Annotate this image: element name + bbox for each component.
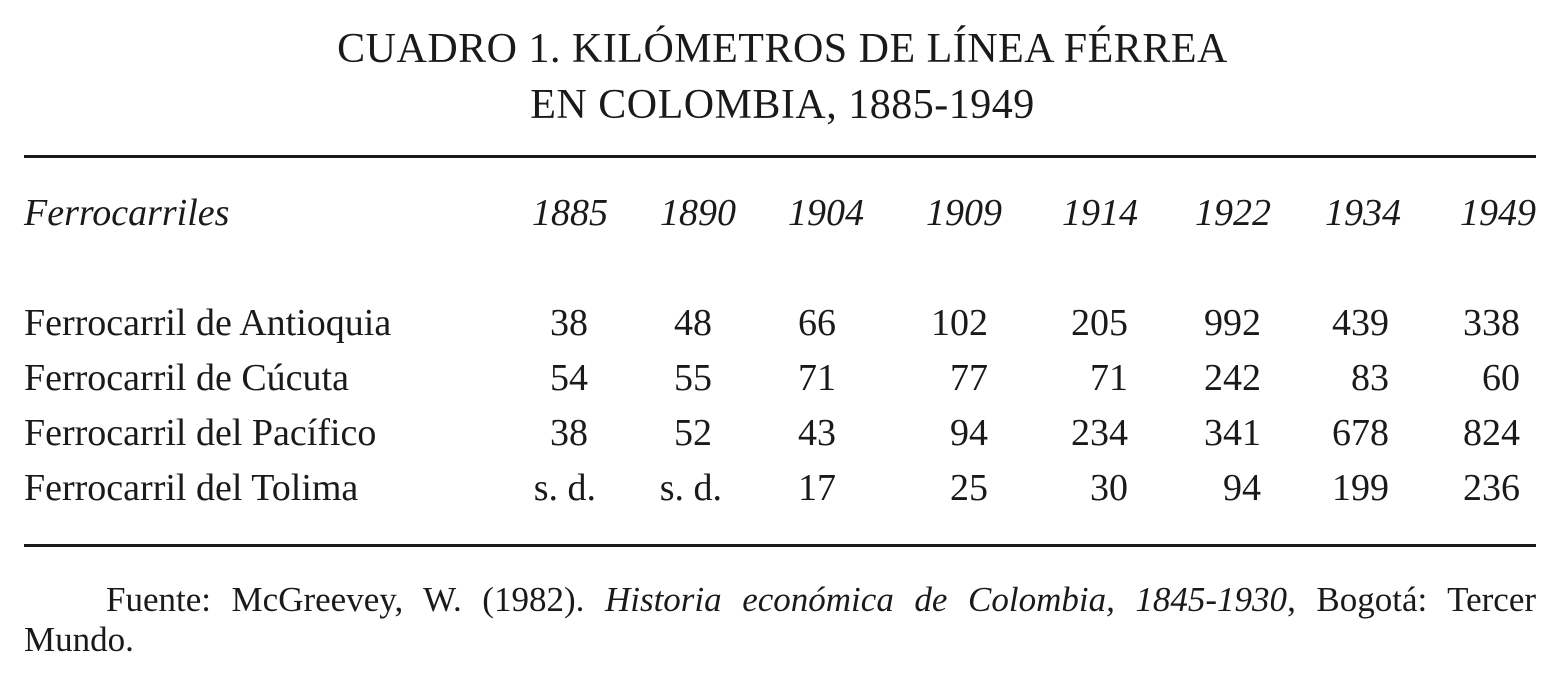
source-work-title: Historia económica de Colombia, 1845-1930 xyxy=(604,580,1288,619)
source-note xyxy=(24,580,1536,660)
km-value: 338 xyxy=(1463,302,1520,344)
km-value: 83 xyxy=(1351,357,1389,399)
source-suffix: , Bogotá: Tercer Mundo. xyxy=(24,580,1537,659)
km-value: 60 xyxy=(1482,357,1520,399)
bottom-rule xyxy=(24,544,1536,547)
km-value: 54 xyxy=(550,357,588,399)
table-row xyxy=(24,406,1536,461)
column-header-year: 1885 xyxy=(532,192,608,234)
column-header-year: 1934 xyxy=(1325,192,1401,234)
km-value: 48 xyxy=(674,302,712,344)
km-value: 242 xyxy=(1204,357,1261,399)
km-value: 234 xyxy=(1071,412,1128,454)
km-value: 205 xyxy=(1071,302,1128,344)
table-row xyxy=(24,461,1536,516)
table-title-line-2: EN COLOMBIA, 1885-1949 xyxy=(530,82,1035,128)
km-value: 30 xyxy=(1090,467,1128,509)
km-value: 52 xyxy=(674,412,712,454)
km-value: 236 xyxy=(1463,467,1520,509)
railway-name: Ferrocarril del Tolima xyxy=(24,467,359,509)
column-header-year: 1909 xyxy=(926,192,1002,234)
railway-table xyxy=(24,186,1536,516)
table-row xyxy=(24,296,1536,351)
railway-name: Ferrocarril del Pacífico xyxy=(24,412,377,454)
km-value: s. d. xyxy=(533,467,596,509)
km-value: 38 xyxy=(550,412,588,454)
column-header-year: 1949 xyxy=(1460,192,1536,234)
km-value: s. d. xyxy=(659,467,722,509)
km-value: 102 xyxy=(931,302,988,344)
column-header-ferrocarriles: Ferrocarriles xyxy=(24,192,230,234)
column-header-year: 1922 xyxy=(1195,192,1271,234)
header-row xyxy=(24,186,1536,296)
column-header-year: 1890 xyxy=(660,192,736,234)
km-value: 199 xyxy=(1332,467,1389,509)
km-value: 678 xyxy=(1332,412,1389,454)
km-value: 439 xyxy=(1332,302,1389,344)
km-value: 66 xyxy=(798,302,836,344)
km-value: 77 xyxy=(950,357,988,399)
km-value: 43 xyxy=(798,412,836,454)
km-value: 38 xyxy=(550,302,588,344)
km-value: 824 xyxy=(1463,412,1520,454)
km-value: 71 xyxy=(798,357,836,399)
railway-name: Ferrocarril de Antioquia xyxy=(24,302,392,344)
source-prefix: Fuente: McGreevey, W. (1982). xyxy=(106,580,605,619)
railway-name: Ferrocarril de Cúcuta xyxy=(24,357,349,399)
km-value: 71 xyxy=(1090,357,1128,399)
km-value: 94 xyxy=(1223,467,1261,509)
top-rule xyxy=(24,155,1536,158)
km-value: 992 xyxy=(1204,302,1261,344)
column-header-year: 1914 xyxy=(1062,192,1138,234)
km-value: 341 xyxy=(1204,412,1261,454)
km-value: 55 xyxy=(674,357,712,399)
km-value: 17 xyxy=(798,467,836,509)
table-row xyxy=(24,351,1536,406)
km-value: 94 xyxy=(950,412,988,454)
column-header-year: 1904 xyxy=(788,192,864,234)
km-value: 25 xyxy=(950,467,988,509)
table-title-line-1: CUADRO 1. KILÓMETROS DE LÍNEA FÉRREA xyxy=(337,26,1228,72)
